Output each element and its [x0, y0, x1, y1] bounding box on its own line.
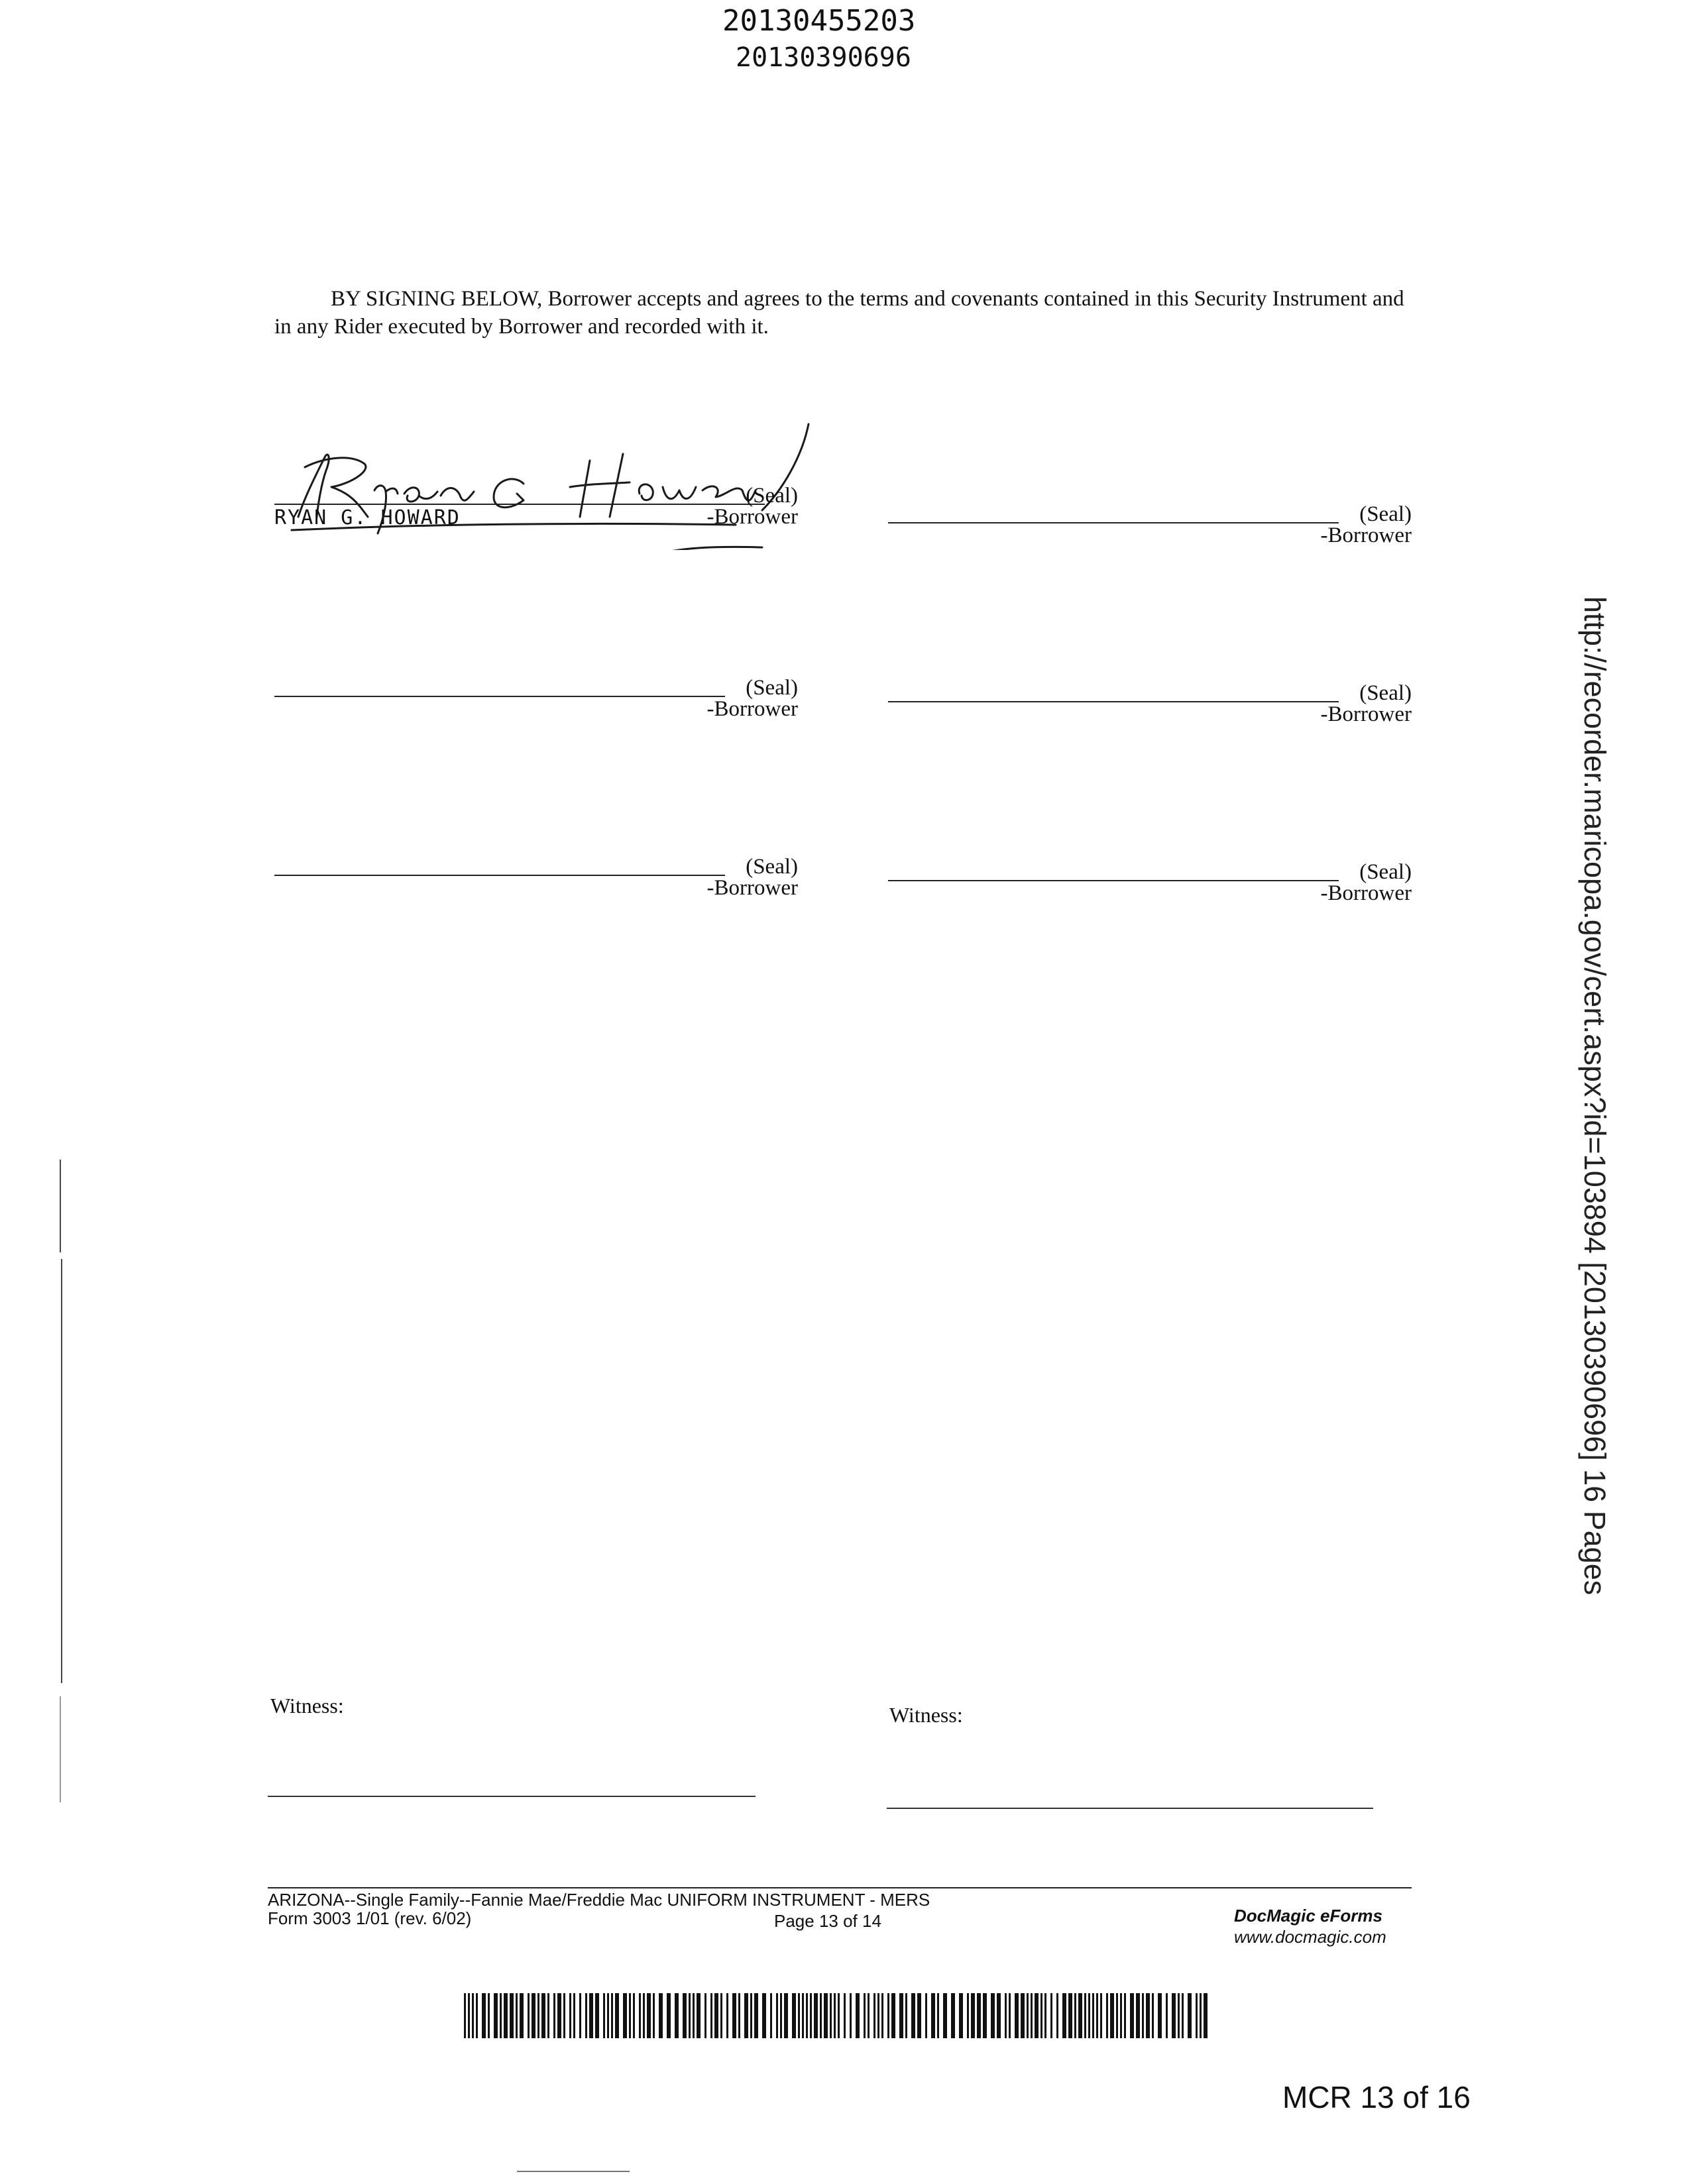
barcode-bar	[959, 1993, 963, 2038]
barcode-bar	[547, 1993, 549, 2038]
seal-label: (Seal)	[746, 855, 798, 879]
borrower-label: -Borrower	[706, 697, 798, 721]
barcode-bar	[482, 1993, 486, 2038]
barcode-bar	[1062, 1993, 1066, 2038]
scan-mark	[61, 1259, 62, 1683]
barcode-bar	[1068, 1993, 1072, 2038]
barcode-bar	[1130, 1993, 1134, 2038]
barcode-bar	[710, 1993, 712, 2038]
barcode-bar	[750, 1993, 752, 2038]
barcode-bar	[899, 1993, 903, 2038]
barcode-bar	[1021, 1993, 1025, 2038]
barcode-bar	[500, 1993, 502, 2038]
barcode-bar	[917, 1993, 921, 2038]
barcode-bar	[1200, 1993, 1202, 2038]
barcode-bar	[887, 1993, 889, 2038]
recorder-certificate-url: http://recorder.maricopa.gov/cert.aspx?id=103894 [20130390696] 16 Pages	[1578, 596, 1612, 1596]
barcode-bar	[1044, 1993, 1046, 2038]
docmagic-brand: DocMagic eForms	[1234, 1906, 1382, 1926]
barcode-bar	[1078, 1993, 1082, 2038]
seal-label: (Seal)	[1359, 681, 1412, 705]
barcode-bar	[1188, 1993, 1192, 2038]
barcode-bar	[683, 1993, 687, 2038]
signature-line	[888, 880, 1339, 881]
barcode-bar	[1196, 1993, 1198, 2038]
barcode-bar	[1120, 1993, 1122, 2038]
witness-line-left	[268, 1796, 756, 1797]
witness-label-right: Witness:	[889, 1703, 963, 1727]
barcode-bar	[877, 1993, 879, 2038]
barcode-bar	[802, 1993, 804, 2038]
seal-label: (Seal)	[1359, 860, 1412, 884]
barcode-bar	[1178, 1993, 1180, 2038]
barcode-bar	[1074, 1993, 1076, 2038]
barcode-bar	[603, 1993, 605, 2038]
barcode-bar	[468, 1993, 470, 2038]
barcode-bar	[516, 1993, 518, 2038]
barcode-bar	[856, 1993, 860, 2038]
barcode-bar	[868, 1993, 870, 2038]
borrower-signature-block-3	[274, 672, 805, 725]
barcode-bar	[704, 1993, 706, 2038]
barcode-bar	[1172, 1993, 1176, 2038]
witness-label-left: Witness:	[270, 1694, 344, 1718]
barcode-bar	[1015, 1993, 1019, 2038]
barcode-bar	[633, 1993, 635, 2038]
barcode-bar	[1050, 1993, 1052, 2038]
barcode-bar	[653, 1993, 655, 2038]
barcode-bar	[1088, 1993, 1090, 2038]
barcode-bar	[659, 1993, 663, 2038]
barcode-bar	[1142, 1993, 1144, 2038]
barcode-bar	[541, 1993, 545, 2038]
barcode-bar	[830, 1993, 832, 2038]
barcode-bar	[838, 1993, 840, 2038]
barcode-bar	[1092, 1993, 1094, 2038]
witness-line-right	[887, 1808, 1373, 1809]
signature-line	[888, 701, 1339, 702]
barcode-bar	[573, 1993, 575, 2038]
signature-line	[274, 696, 725, 697]
barcode-bar	[611, 1993, 613, 2038]
barcode-bar	[1100, 1993, 1102, 2038]
barcode-bar	[951, 1993, 955, 2038]
barcode-bar	[1124, 1993, 1126, 2038]
barcode-bar	[824, 1993, 828, 2038]
recording-number-secondary: 20130390696	[736, 42, 911, 73]
recording-number-primary: 20130455203	[722, 4, 916, 38]
barcode-bar	[476, 1993, 478, 2038]
signature-line	[888, 522, 1339, 523]
barcode-bar	[557, 1993, 561, 2038]
barcode-bar	[983, 1993, 987, 2038]
barcode-bar	[1136, 1993, 1140, 2038]
barcode-bar	[504, 1993, 508, 2038]
scan-mark	[60, 1160, 61, 1252]
barcode-bar	[647, 1993, 651, 2038]
barcode-bar	[472, 1993, 474, 2038]
mcr-page-label: MCR 13 of 16	[1282, 2080, 1471, 2114]
barcode-bar	[905, 1993, 907, 2038]
barcode-bar	[1040, 1993, 1042, 2038]
scan-mark	[517, 2171, 630, 2172]
barcode-bar	[943, 1993, 947, 2038]
borrower-signature-block-5	[274, 851, 805, 904]
borrower-signature-block-2	[888, 498, 1418, 551]
barcode-bar	[510, 1993, 514, 2038]
barcode-bar	[1158, 1993, 1162, 2038]
seal-label: (Seal)	[1359, 502, 1412, 526]
barcode-bar	[1204, 1993, 1208, 2038]
seal-label: (Seal)	[746, 676, 798, 700]
borrower-signature-block-6	[888, 856, 1418, 909]
barcode-bar	[1035, 1993, 1039, 2038]
page-number: Page 13 of 14	[774, 1911, 881, 1931]
barcode-bar	[697, 1993, 701, 2038]
signature-line	[274, 504, 765, 505]
barcode-bar	[714, 1993, 718, 2038]
barcode-bar	[667, 1993, 671, 2038]
barcode-bar	[1166, 1993, 1168, 2038]
borrower-label: -Borrower	[706, 505, 798, 529]
footer-rule	[268, 1887, 1412, 1888]
barcode-bar	[623, 1993, 627, 2038]
borrower-label: -Borrower	[1320, 702, 1412, 726]
barcode-bar	[595, 1993, 599, 2038]
barcode-bar	[1152, 1993, 1154, 2038]
barcode-bar	[850, 1993, 852, 2038]
seal-label: (Seal)	[746, 484, 798, 508]
borrower-printed-name: RYAN G. HOWARD	[274, 506, 461, 529]
barcode-bar	[615, 1993, 619, 2038]
barcode-bar	[997, 1993, 1001, 2038]
barcode-bar	[675, 1993, 679, 2038]
barcode-bar	[1084, 1993, 1086, 2038]
barcode-bar	[806, 1993, 808, 2038]
barcode-bar	[744, 1993, 748, 2038]
barcode-bar	[693, 1993, 695, 2038]
barcode-bar	[844, 1993, 846, 2038]
barcode-bar	[977, 1993, 981, 2038]
form-number: Form 3003 1/01 (rev. 6/02)	[268, 1908, 472, 1928]
barcode-bar	[732, 1993, 736, 2038]
barcode-bar	[1056, 1993, 1058, 2038]
signing-statement-text: BY SIGNING BELOW, Borrower accepts and agrees to the terms and covenants contained in this Security Instrument and in any Rider executed by Borrower and recorded with it.	[274, 287, 1404, 339]
barcode-bar	[563, 1993, 565, 2038]
barcode-bar	[607, 1993, 609, 2038]
scan-mark	[60, 1696, 61, 1802]
borrower-label: -Borrower	[1320, 523, 1412, 547]
barcode-bar	[494, 1993, 498, 2038]
document-barcode	[464, 1993, 1213, 2038]
barcode-bar	[931, 1993, 935, 2038]
barcode-bar	[1027, 1993, 1029, 2038]
barcode-bar	[738, 1993, 740, 2038]
borrower-signature-block-1	[274, 480, 805, 533]
barcode-bar	[579, 1993, 581, 2038]
barcode-bar	[780, 1993, 782, 2038]
barcode-bar	[532, 1993, 535, 2038]
barcode-bar	[1005, 1993, 1007, 2038]
barcode-bar	[911, 1993, 915, 2038]
barcode-bar	[925, 1993, 927, 2038]
barcode-bar	[1009, 1993, 1011, 2038]
barcode-bar	[488, 1993, 490, 2038]
barcode-bar	[891, 1993, 895, 2038]
barcode-bar	[770, 1993, 772, 2038]
barcode-bar	[520, 1993, 524, 2038]
barcode-bar	[537, 1993, 539, 2038]
barcode-bar	[629, 1993, 631, 2038]
barcode-bar	[569, 1993, 571, 2038]
barcode-bar	[873, 1993, 875, 2038]
barcode-bar	[762, 1993, 766, 2038]
barcode-bar	[798, 1993, 800, 2038]
barcode-bar	[784, 1993, 788, 2038]
barcode-bar	[1182, 1993, 1184, 2038]
barcode-bar	[792, 1993, 796, 2038]
barcode-bar	[639, 1993, 641, 2038]
barcode-bar	[937, 1993, 939, 2038]
signature-line	[274, 875, 725, 876]
barcode-bar	[1106, 1993, 1108, 2038]
docmagic-url: www.docmagic.com	[1234, 1927, 1386, 1947]
barcode-bar	[643, 1993, 645, 2038]
barcode-bar	[810, 1993, 812, 2038]
barcode-bar	[589, 1993, 593, 2038]
barcode-bar	[1146, 1993, 1150, 2038]
barcode-bar	[820, 1993, 822, 2038]
barcode-bar	[464, 1993, 466, 2038]
borrower-label: -Borrower	[706, 876, 798, 900]
barcode-bar	[1116, 1993, 1118, 2038]
barcode-bar	[726, 1993, 728, 2038]
form-title: ARIZONA--Single Family--Fannie Mae/Freddie Mac UNIFORM INSTRUMENT - MERS	[268, 1890, 930, 1910]
barcode-bar	[834, 1993, 836, 2038]
borrower-label: -Borrower	[1320, 881, 1412, 905]
barcode-bar	[689, 1993, 691, 2038]
barcode-bar	[991, 1993, 995, 2038]
barcode-bar	[776, 1993, 778, 2038]
barcode-bar	[754, 1993, 758, 2038]
barcode-bar	[720, 1993, 722, 2038]
barcode-bar	[814, 1993, 818, 2038]
barcode-bar	[528, 1993, 530, 2038]
barcode-bar	[881, 1993, 883, 2038]
borrower-signature-block-4	[888, 677, 1418, 730]
barcode-bar	[967, 1993, 969, 2038]
barcode-bar	[1110, 1993, 1114, 2038]
barcode-bar	[553, 1993, 555, 2038]
barcode-bar	[1096, 1993, 1098, 2038]
barcode-bar	[1031, 1993, 1033, 2038]
barcode-bar	[585, 1993, 587, 2038]
barcode-bar	[864, 1993, 866, 2038]
signing-statement	[274, 285, 1424, 341]
barcode-bar	[971, 1993, 975, 2038]
